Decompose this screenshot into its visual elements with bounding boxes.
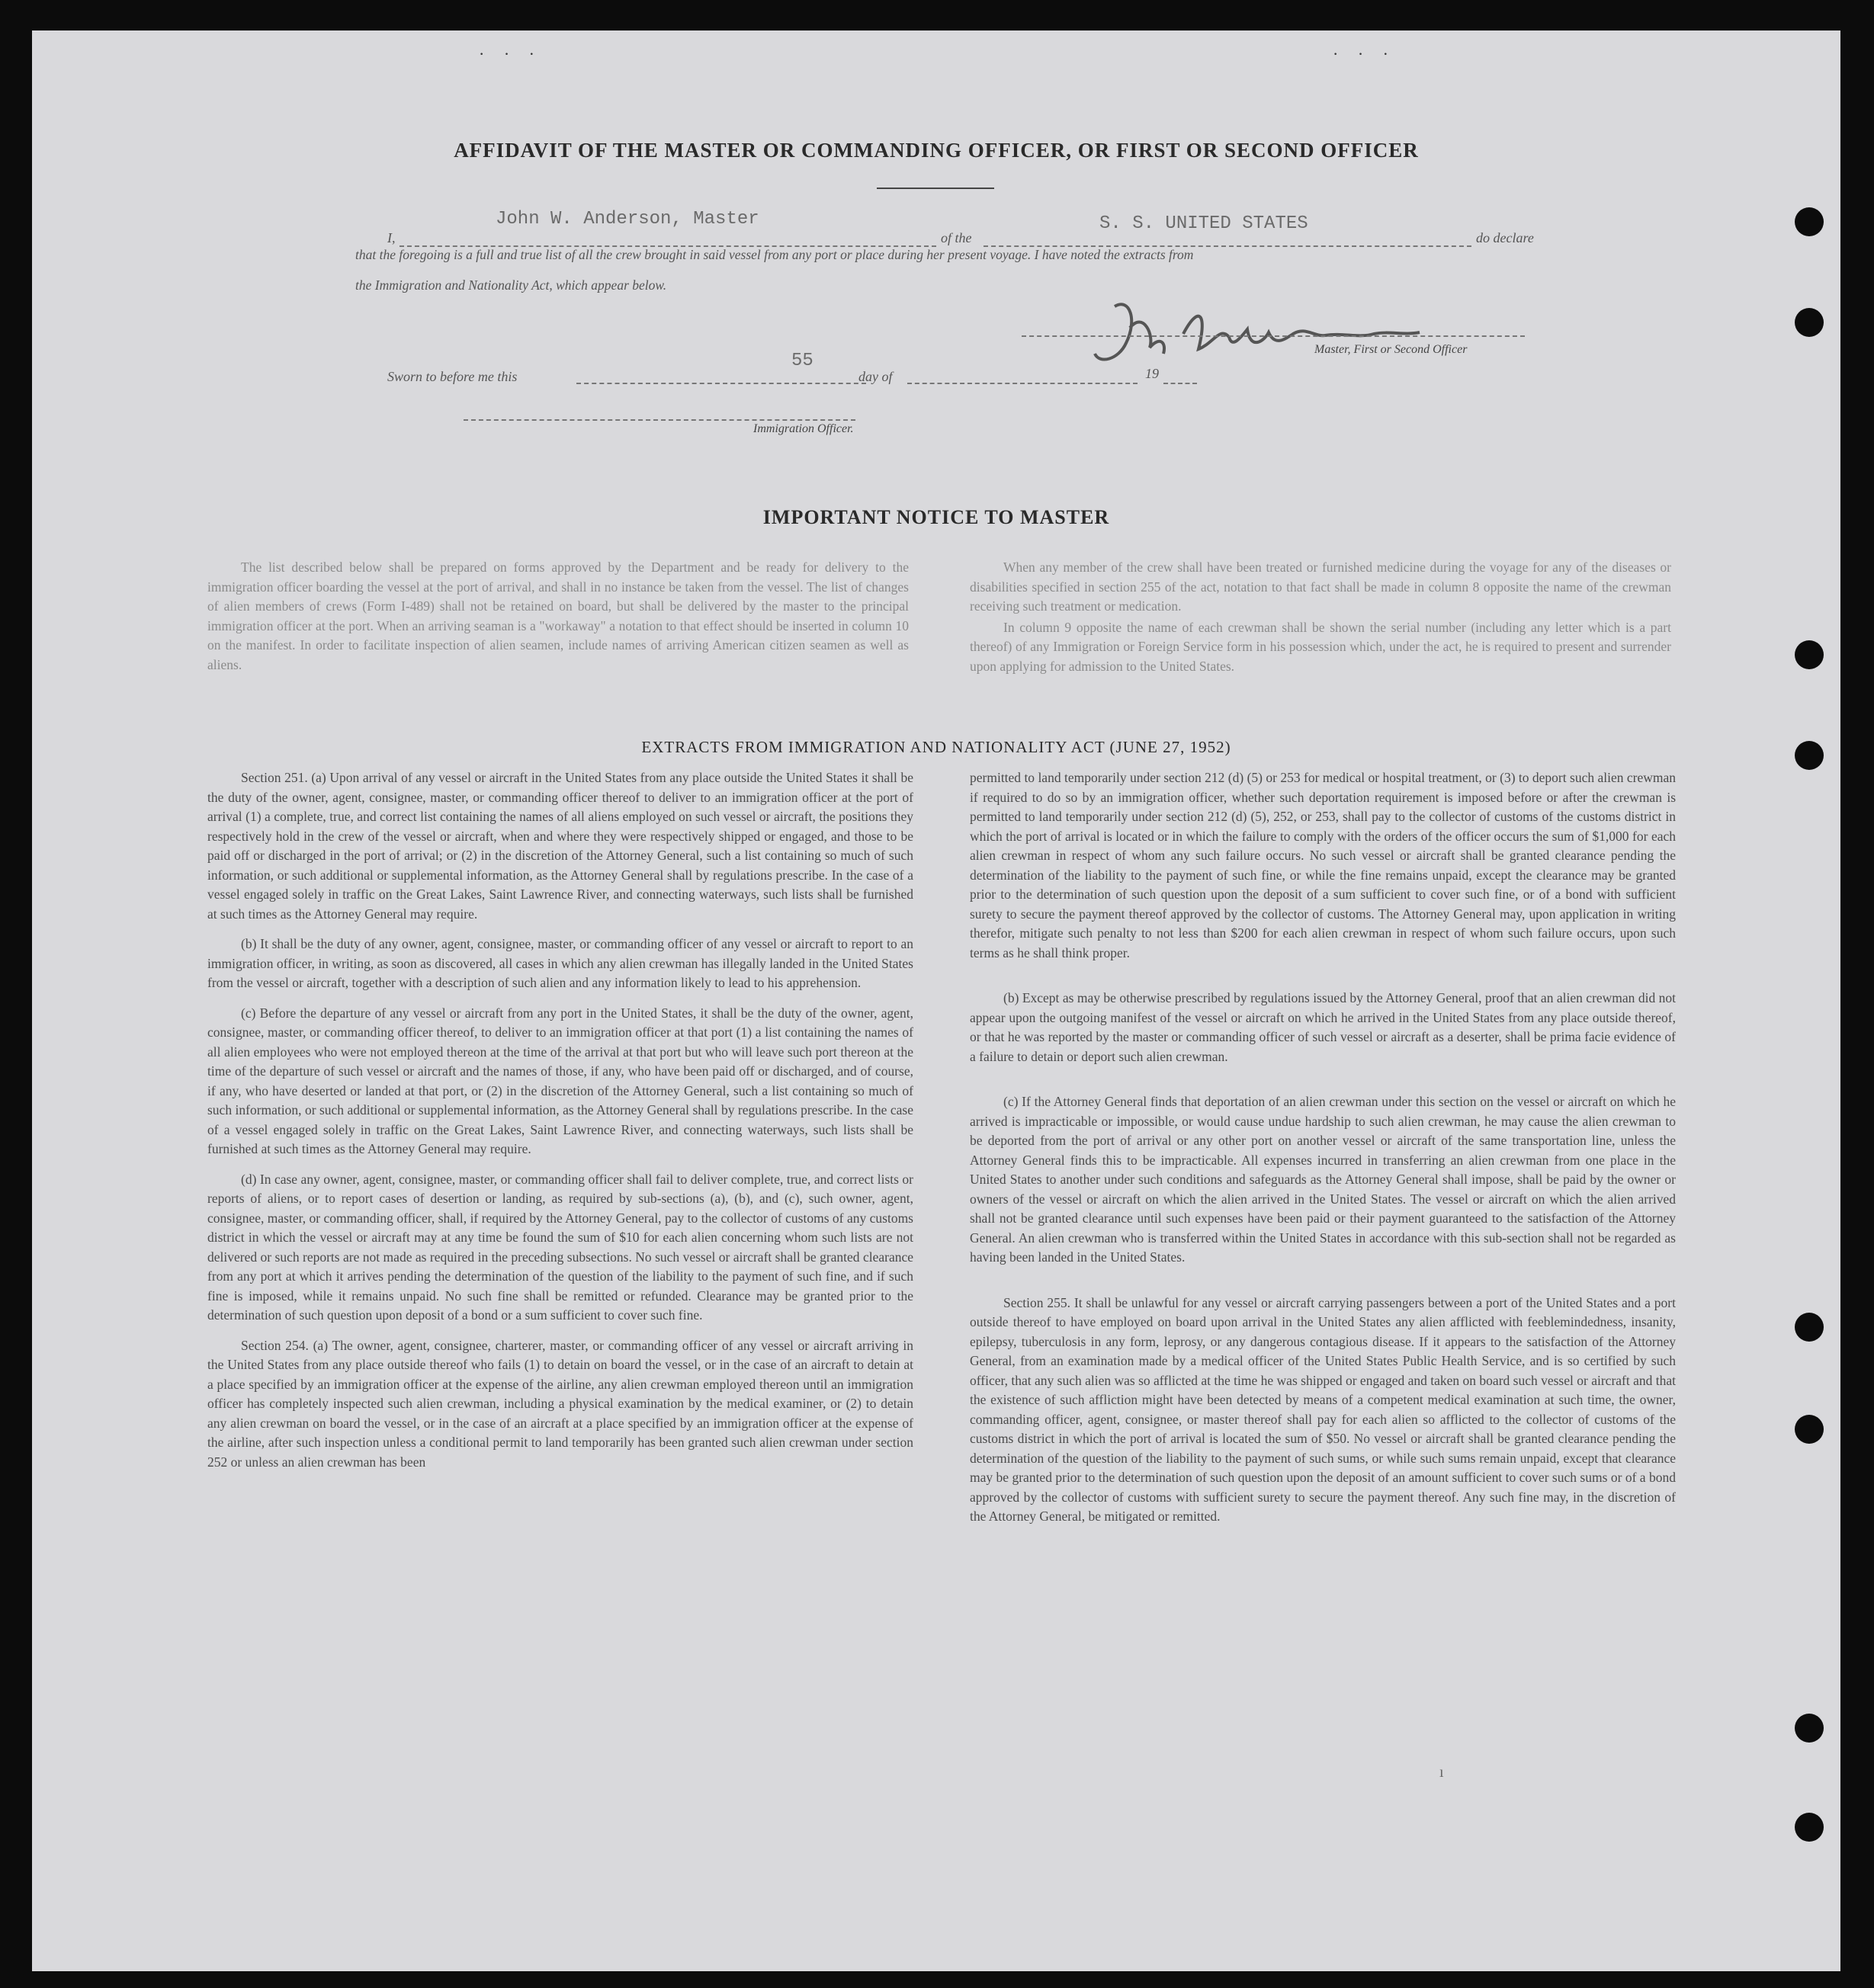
stray-mark: ı [1439,1764,1444,1781]
extract-paragraph: Section 251. (a) Upon arrival of any vessel or aircraft in the United States from any place outside the United States it shall be the duty of the owner, agent, consignee, master, or commanding officer thereof to deliver to an immigration officer at the port of arrival (1) a complete, true, and correct list containing the names of all aliens employed on such vessel or aircraft, the positions they respectively hold in the crew of the vessel or aircraft, when and where they were respectively shipped or engaged, and those to be paid off or discharged in the port of arrival; or (2) in the discretion of the Attorney General, such a list containing so much of such information, or such additional or supplemental information, as the Attorney General shall by regulations prescribe. In the case of a vessel engaged solely in traffic on the Great Lakes, Saint Lawrence River, and connecting waterways, such lists shall be furnished at such times as the Attorney General may require. [207,770,913,922]
immigration-officer-label: Immigration Officer. [753,422,854,435]
signature-line [1022,335,1525,337]
binder-hole [1795,640,1824,669]
extract-paragraph: (c) Before the departure of any vessel or aircraft from any port in the United States, it shall be the duty of the owner, agent, consignee, master, or commanding officer thereof, to deliver to an immigration officer at that port (1) a list containing the names of all alien employees who were not employed thereon at the time of the arrival at that port but who will leave such port thereon at the time of the departure of such vessel or aircraft and the names of those, if any, who have been paid off or discharged, and of course, if any, who have deserted or landed at that port, or (2) in the discretion of the Attorney General, such a list containing so much of such information, or such additional or supplemental information, as the Attorney General shall by regulations prescribe. In the case of a vessel engaged solely in traffic on the Great Lakes, Saint Lawrence River, and connecting waterways, such lists shall be furnished at such times as the Attorney General may require. [207,1005,913,1156]
i-label: I, [387,230,396,245]
notice-right-text [970,558,1671,687]
day-of-label: day of [858,369,893,384]
signature-mark [1084,290,1488,374]
sworn-year-line [1163,383,1197,384]
binder-hole [1795,308,1824,337]
extract-paragraph: (c) If the Attorney General finds that deportation of an alien crewman under this section on the vessel or aircraft on which he arrived is impracticable or impossible, or would cause undue hardship to such alien crewman, he may cause the alien crewman to be deported from the port of arrival or any other port on another vessel or aircraft of the same transportation line, unless the Attorney General finds this to be impracticable. All expenses incurred in transferring an alien crewman from one place in the United States to another under such conditions and safeguards as the Attorney General shall impose, shall be paid by the owner or owners of the vessel or aircraft on which the alien arrived in the United States. The vessel or aircraft on which the alien arrived shall not be granted clearance until such expenses have been paid or their payment guaranteed to the satisfaction of the Attorney General. An alien crewman who is transferred within the United States in accordance with this sub-section shall not be regarded as having been landed in the United States. [970,1094,1676,1265]
extract-paragraph: Section 254. (a) The owner, agent, consignee, charterer, master, or commanding officer of any vessel or aircraft arriving in the United States from any place outside thereof who fails (1) to detain on board the vessel, or in the case of an aircraft to detain at a place specified by an immigration officer at the expense of the airline, any alien crewman employed thereon until an immigration officer has completely inspected such alien crewman, including a physical examination by the medical examiner, or (2) to detain any alien crewman on board the vessel, or in the case of an aircraft at a place specified by an immigration officer at the expense of the airline, after such inspection unless a conditional permit to land temporarily has been granted such alien crewman under section 252 or unless an alien crewman has been [207,1337,913,1470]
immigration-officer-line [464,419,855,421]
declaration-line-1: that the foregoing is a full and true list of all the crew brought in said vessel from any port or place during her present voyage. I have noted the extracts from [355,247,1194,262]
binder-hole [1795,1714,1824,1743]
corner-mark: · · · [1333,44,1396,63]
extract-paragraph: (d) In case any owner, agent, consignee, master, or commanding officer shall fail to deliver complete, true, and correct lists or reports of aliens, or to report cases of desertion or landing, as required by sub-sections (a), (b), and (c), such owner, agent, consignee, master, or commanding officer, shall, if required by the Attorney General, pay to the collector of customs of any customs district in which the vessel or aircraft may at any time be found the sum of $10 for each alien concerning whom such lists are not delivered or such reports are not made as required in the preceding subsections. No such vessel or aircraft shall be granted clearance from any port at which it arrives pending the determination of the question of the liability to the payment of such fine, and if such fine is imposed, while it remains unpaid. No such fine shall be remitted or refunded. Clearance may be granted prior to the determination of such question upon deposit of a bond or a sum sufficient to cover such fine. [207,1171,913,1323]
master-name-field[interactable]: John W. Anderson, Master [496,209,759,229]
do-declare-label: do declare [1476,230,1534,245]
notice-title: IMPORTANT NOTICE TO MASTER [762,506,1110,528]
declaration-line-2: the Immigration and Nationality Act, which appear below. [355,277,667,293]
extracts-left-column [207,768,913,1483]
extract-paragraph: Section 255. It shall be unlawful for any vessel or aircraft carrying passengers between a port of the United States and a port outside thereof to have employed on board upon arrival in the United States any alien afflicted with feeblemindedness, insanity, epilepsy, tuberculosis in any form, leprosy, or any dangerous contagious disease. If it appears to the satisfaction of the Attorney General, from an examination made by a medical officer of the United States Public Health Service, and is so certified by such officer, that any such alien was so afflicted at the time he was shipped or engaged and taken on board such vessel or aircraft and that the existence of such affliction might have been detected by means of a competent medical examination at such time, the owner, commanding officer, agent, consignee, or master thereof shall pay for each alien so afflicted to the collector of customs of the customs district in which the port of arrival is located the sum of $50. No vessel or aircraft shall be granted clearance pending the determination of the question of the liability to the payment of such sums, or while such sums remain unpaid, except that clearance may be granted prior to the determination of such question upon the deposit of an amount sufficient to cover such sums or of a bond approved by the collector of customs with sufficient surety to secure the payment thereof. Any such fine may, in the discretion of the Attorney General, be mitigated or remitted. [970,1294,1676,1524]
year-label: 19 [1145,366,1159,381]
notice-right-paragraph-2: In column 9 opposite the name of each crewman shall be shown the serial number (including any letter which is a part thereof) of any Immigration or Foreign Service form in his possession which, under the act, he is required to present and surrender upon applying for admission to the United States. [970,619,1671,674]
notice-left-paragraph: The list described below shall be prepared on forms approved by the Department and be ready for delivery to the immigration officer boarding the vessel at the port of arrival, and shall in no instance be taken from the vessel. The list of changes of alien members of crews (Form I-489) shall not be retained on board, but shall be delivered by the master to the principal immigration officer at the port. When an arriving seaman is a "workaway" a notation to that effect should be inserted in column 10 on the manifest. In order to facilitate inspection of alien seamen, include names of arriving American citizen seamen as well as aliens. [207,560,909,672]
notice-left-text [207,558,909,685]
title-divider [877,188,994,189]
sworn-label: Sworn to before me this [387,369,518,384]
binder-hole [1795,207,1824,236]
corner-mark: · · · [479,44,542,63]
binder-hole [1795,1313,1824,1342]
binder-hole [1795,1415,1824,1444]
extract-paragraph: (b) Except as may be otherwise prescribed by regulations issued by the Attorney General, proof that an alien crewman did not appear upon the outgoing manifest of the vessel or aircraft on which he arrived in the United States from any place outside thereof, or that he was reported by the master or commanding officer of such vessel or aircraft as a deserter, shall be prima facie evidence of a failure to detain or deport such alien crewman. [970,990,1676,1064]
vessel-name-field[interactable]: S. S. UNITED STATES [1099,213,1308,234]
sworn-month-line [907,383,1138,384]
extracts-title: EXTRACTS FROM IMMIGRATION AND NATIONALITY ACT (JUNE 27, 1952) [641,738,1231,756]
signature-label: Master, First or Second Officer [1314,343,1468,356]
notice-right-paragraph-1: When any member of the crew shall have been treated or furnished medicine during the voyage for any of the diseases or disabilities specified in section 255 of the act, notation to that fact shall be made in column 8 opposite the name of the crewman receiving such treatment or medication. [970,560,1671,614]
affidavit-title: AFFIDAVIT OF THE MASTER OR COMMANDING OFFICER, OR FIRST OR SECOND OFFICER [454,139,1419,162]
sworn-day-field[interactable]: 55 [791,351,813,371]
sworn-day-line [576,383,866,384]
extracts-right-column [970,768,1676,1537]
binder-hole [1795,1813,1824,1842]
document-page [32,30,1840,1971]
extract-paragraph: permitted to land temporarily under section 212 (d) (5) or 253 for medical or hospital treatment, or (3) to deport such alien crewman if required to do so by an immigration officer, whether such deportation requirement is imposed before or after the crewman is permitted to land temporarily under section 212 (d) (5), 252, or 253, shall pay to the collector of customs of the customs district in which the port of arrival is located or in which the failure to comply with the orders of the officer occurs the sum of $1,000 for each alien crewman in respect of whom any such failure occurs. No such vessel or aircraft shall be granted clearance pending the determination of the liability to the payment of such fine, or while the fine remains unpaid, except the clearance may be granted prior to the determination of such question upon the deposit of a sum sufficient to cover such fine, or of a bond with sufficient surety to secure the payment thereof approved by the collector of customs. The Attorney General may, upon application in writing therefor, mitigate such penalty to not less than $200 for each alien crewman in respect of whom such failure occurs, upon such terms as he shall think proper. [970,770,1676,960]
of-the-label: of the [941,230,972,245]
extract-paragraph: (b) It shall be the duty of any owner, agent, consignee, master, or commanding officer of any vessel or aircraft to report to an immigration officer, in writing, as soon as discovered, all cases in which any alien crewman has illegally landed in the United States from the vessel or aircraft, together with a description of such alien and any information likely to lead to his apprehension. [207,936,913,990]
